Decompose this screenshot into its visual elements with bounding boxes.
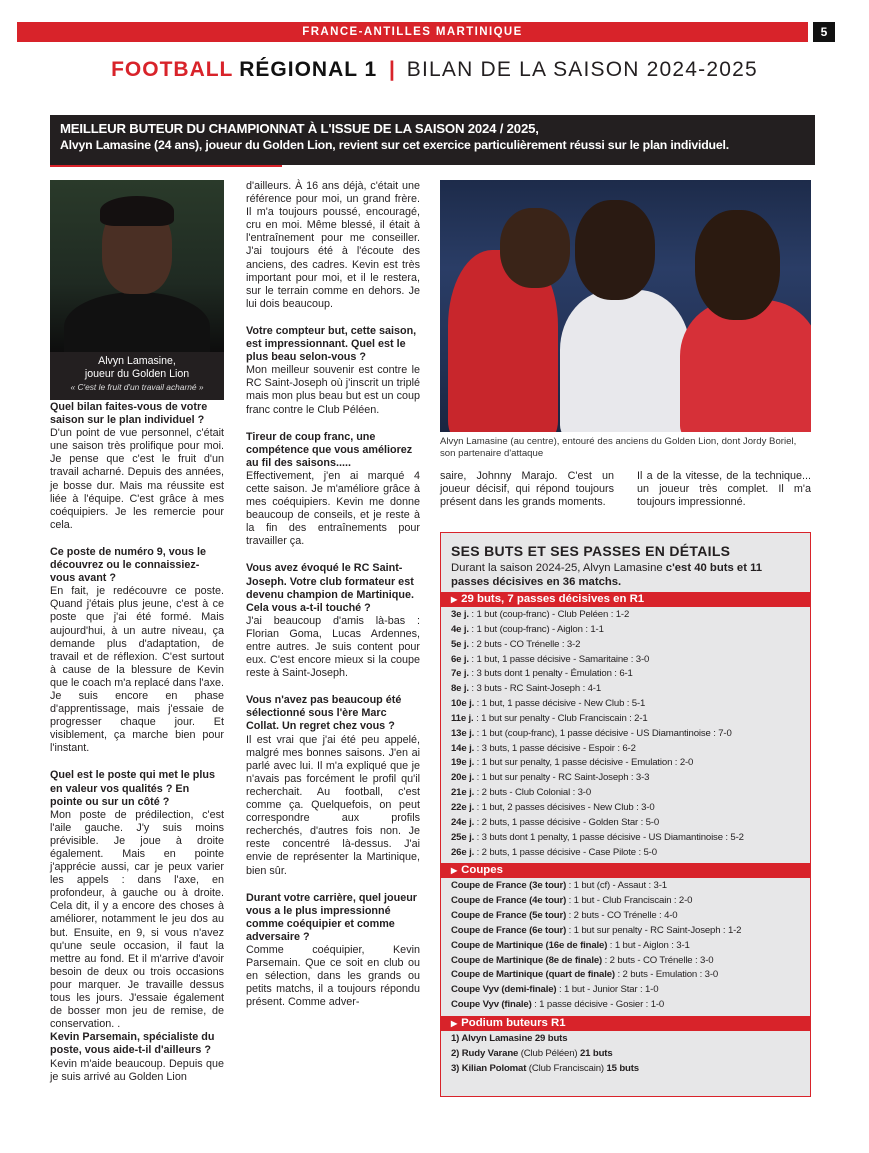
stats-intro: Durant la saison 2024-25, Alvyn Lamasine c'est 40 buts et 11 passes décisives en 36 matchs. xyxy=(451,562,763,588)
podium-row: 1) Alvyn Lamasine 29 buts xyxy=(451,1032,568,1044)
rubric-league: RÉGIONAL 1 xyxy=(239,58,378,81)
cup-row: Coupe Vyv (finale) : 1 passe décisive - Gosier : 1-0 xyxy=(451,999,665,1011)
match-row: 10e j. : 1 but, 1 passe décisive - New Club : 5-1 xyxy=(451,698,646,710)
answer: D'un point de vue personnel, c'était une saison très prolifique pour moi. Je pense que c'est le fruit d'un travail acharné. Depuis des années, je bosse dur. Mais ma réussite est liée à l'équipe. C'est grâce à mes coéquipiers. Je les remercie pour cela. xyxy=(50,427,224,531)
match-row: 6e j. : 1 but, 1 passe décisive - Samaritaine : 3-0 xyxy=(451,653,650,665)
portrait-photo xyxy=(50,180,224,352)
match-row: 13e j. : 1 but (coup-franc), 1 passe décisive - US Diamantinoise : 7-0 xyxy=(451,727,732,739)
deck-line-2: Alvyn Lamasine (24 ans), joueur du Golden Lion, revient sur cet exercice particulièrement réussi sur le plan individuel. xyxy=(60,138,729,152)
match-row: 26e j. : 2 buts, 1 passe décisive - Case Pilote : 5-0 xyxy=(451,846,657,858)
answer: En fait, je redécouvre ce poste. Quand j'étais plus jeune, c'est à ce poste que j'ai été formé. Mais aujourd'hui, à un autre niveau, ça demande plus d'adaptation, de travail et de réflexion. C'est surtout à cause de la blessure de Kevin que le coach m'a replacé dans l'axe. Je suis encore en phase d'apprentissage, mais j'essaie de progresser chaque jour. Et visiblement, ça marche bien pour l'instant. xyxy=(50,585,224,755)
cup-row: Coupe de Martinique (quart de finale) : 2 buts - Emulation : 3-0 xyxy=(451,969,719,981)
page-number: 5 xyxy=(813,22,835,42)
podium-row: 2) Rudy Varane (Club Péléen) 21 buts xyxy=(451,1047,613,1059)
match-row: 3e j. : 1 but (coup-franc) - Club Peléen : 1-2 xyxy=(451,609,630,620)
answer: Effectivement, j'en ai marqué 4 cette saison. Je m'améliore grâce à mes coéquipiers. Kevin me donne beaucoup de conseils, et je reste à la fin des entraînements pour travailler ça. xyxy=(246,469,420,548)
portrait-caption xyxy=(50,352,224,400)
match-row: 4e j. : 1 but (coup-franc) - Aiglon : 1-1 xyxy=(451,623,604,635)
r1-match-list xyxy=(441,607,810,860)
article-column-1 xyxy=(50,401,224,1084)
article-column-2 xyxy=(246,180,420,1009)
deck-line-1: MEILLEUR BUTEUR DU CHAMPIONNAT À L'ISSUE DE LA SAISON 2024 / 2025, xyxy=(60,121,539,136)
answer: J'ai beaucoup d'amis là-bas : Florian Goma, Lucas Ardennes, entre autres. Je suis content pour eux. C'est encore mieux si la coupe reste à Saint-Joseph. xyxy=(246,614,420,680)
podium-row: 3) Kilian Polomat (Club Franciscain) 15 buts xyxy=(451,1062,639,1074)
headline-separator: | xyxy=(389,58,395,81)
photo-caption: Alvyn Lamasine (au centre), entouré des anciens du Golden Lion, dont Jordy Boriel, son partenaire d'attaque xyxy=(440,436,797,459)
team-photo xyxy=(440,180,811,432)
question: Tireur de coup franc, une compétence que vous améliorez au fil des saisons..... xyxy=(246,430,413,469)
question: Kevin Parsemain, spécialiste du poste, vous aide-t-il d'ailleurs ? xyxy=(50,1031,215,1057)
question: Vous avez évoqué le RC Saint-Joseph. Votre club formateur est devenu champion de Martinique. Cela vous a-t-il touché ? xyxy=(246,562,414,614)
match-row: 7e j. : 3 buts dont 1 penalty - Émulation : 6-1 xyxy=(451,668,633,680)
podium-list xyxy=(441,1031,810,1077)
portrait-role: joueur du Golden Lion xyxy=(84,368,190,380)
article-column-3a: saire, Johnny Marajo. C'est un joueur décisif, qui répond toujours présent dans les grands moments. xyxy=(440,470,614,509)
rubric-label: FOOTBALL xyxy=(111,58,234,81)
cup-row: Coupe Vyv (demi-finale) : 1 but - Junior Star : 1-0 xyxy=(451,984,659,996)
stats-box xyxy=(440,532,811,1097)
cup-row: Coupe de France (4e tour) : 1 but - Club Franciscain : 2-0 xyxy=(451,895,693,907)
stats-title: SES BUTS ET SES PASSES EN DÉTAILS xyxy=(451,543,731,559)
theme-label: BILAN DE LA SAISON 2024-2025 xyxy=(406,58,758,81)
question: Durant votre carrière, quel joueur vous a le plus impressionné comme coéquipier et comme adversaire ? xyxy=(246,891,417,943)
deck-underline xyxy=(50,165,282,167)
article-deck xyxy=(50,115,815,165)
question: Ce poste de numéro 9, vous le découvrez ou le connaissiez-vous avant ? xyxy=(50,545,206,585)
match-row: 25e j. : 3 buts dont 1 penalty, 1 passe décisive - US Diamantinoise : 5-2 xyxy=(451,831,744,843)
answer: Il est vrai que j'ai été peu appelé, malgré mes bonnes saisons. J'en ai parlé avec lui. Il m'a expliqué que je n'avais pas forcément le profil qu'il recherchait. Au football, c'est comme ça. Quelquefois, on peut correspondre aux profils recherchés, d'autres fois non. Je reste concentré là-dessus. J'ai envie de représenter la Martinique, bien sûr. xyxy=(246,733,420,877)
cup-match-list xyxy=(441,878,810,1013)
cup-row: Coupe de France (3e tour) : 1 but (cf) - Assaut : 3-1 xyxy=(451,880,667,892)
section-podium: ▶ Podium buteurs R1 xyxy=(441,1016,810,1031)
answer: Mon meilleur souvenir est contre le RC Saint-Joseph où j'inscrit un triplé mais mon plus beau but est un coup franc contre le Club Péléen. xyxy=(246,364,420,416)
match-row: 21e j. : 2 buts - Club Colonial : 3-0 xyxy=(451,787,592,799)
cup-row: Coupe de France (5e tour) : 2 buts - CO Trénelle : 4-0 xyxy=(451,910,678,922)
answer: Comme coéquipier, Kevin Parsemain. Que ce soit en club ou en sélection, dans les grands ou petits matchs, il a toujours répondu présent. Comme adver- xyxy=(246,943,420,1009)
cup-row: Coupe de Martinique (16e de finale) : 1 but - Aiglon : 3-1 xyxy=(451,939,690,951)
section-cups: ▶ Coupes xyxy=(441,863,810,878)
match-row: 22e j. : 1 but, 2 passes décisives - New Club : 3-0 xyxy=(451,801,655,813)
match-row: 11e j. : 1 but sur penalty - Club Franciscain : 2-1 xyxy=(451,712,648,724)
answer: d'ailleurs. À 16 ans déjà, c'était une référence pour moi, un grand frère. Il m'a toujours poussé, encouragé, cru en moi. Même blessé, il était à l'entraînement pour me conseiller. J'ai toujours été à l'écoute des anciens, des cadres. Kevin est très important pour moi, et il le restera, sur le terrain comme en dehors. Je lui dois beaucoup. xyxy=(246,180,420,310)
answer: Kevin m'aide beaucoup. Depuis que je suis arrivé au Golden Lion xyxy=(50,1057,224,1083)
newspaper-bar: FRANCE-ANTILLES MARTINIQUE xyxy=(17,22,808,42)
question: Vous n'avez pas beaucoup été sélectionné sous l'ère Marc Collat. Un regret chez vous ? xyxy=(246,694,402,733)
section-r1: ▶ 29 buts, 7 passes décisives en R1 xyxy=(441,592,810,607)
match-row: 19e j. : 1 but sur penalty, 1 passe décisive - Emulation : 2-0 xyxy=(451,757,694,769)
match-row: 8e j. : 3 buts - RC Saint-Joseph : 4-1 xyxy=(451,683,602,695)
match-row: 5e j. : 2 buts - CO Trénelle : 3-2 xyxy=(451,638,581,650)
question: Votre compteur but, cette saison, est impressionnant. Quel est le plus beau selon-vous ? xyxy=(246,324,417,364)
portrait-quote: « C'est le fruit d'un travail acharné » xyxy=(70,382,204,392)
portrait-name: Alvyn Lamasine, xyxy=(98,355,176,367)
match-row: 20e j. : 1 but sur penalty - RC Saint-Joseph : 3-3 xyxy=(451,772,650,784)
page-headline xyxy=(0,58,869,82)
answer: Mon poste de prédilection, c'est l'aile gauche. J'y suis moins prévisible. Je joue à droite également. Mais en pointe j'apprécie aussi, car je peux varier les appels : dans l'axe, en profondeur, à gauche ou à droite. Cela dit, il y a encore des choses à améliorer, notamment le jeu dos au but. Ensuite, en 9, si vous n'avez qu'une seule occasion, il faut la mettre au fond. Et il m'arrive d'avoir besoin de deux ou trois occasions pour marquer. Je travaille dessus tous les jours. J'essaie également de bosser mon jeu de remise, de conservation. . xyxy=(50,808,224,1031)
question: Quel bilan faites-vous de votre saison sur le plan individuel ? xyxy=(50,401,208,427)
cup-row: Coupe de Martinique (8e de finale) : 2 buts - CO Trénelle : 3-0 xyxy=(451,954,714,966)
question: Quel est le poste qui met le plus en valeur vos qualités ? En pointe ou sur un côté ? xyxy=(50,769,215,808)
article-column-3b: Il a de la vitesse, de la technique... un joueur très complet. Il m'a toujours impressionné. xyxy=(637,470,811,509)
cup-row: Coupe de France (6e tour) : 1 but sur penalty - RC Saint-Joseph : 1-2 xyxy=(451,924,742,936)
match-row: 14e j. : 3 buts, 1 passe décisive - Espoir : 6-2 xyxy=(451,742,636,754)
match-row: 24e j. : 2 buts, 1 passe décisive - Golden Star : 5-0 xyxy=(451,816,660,828)
